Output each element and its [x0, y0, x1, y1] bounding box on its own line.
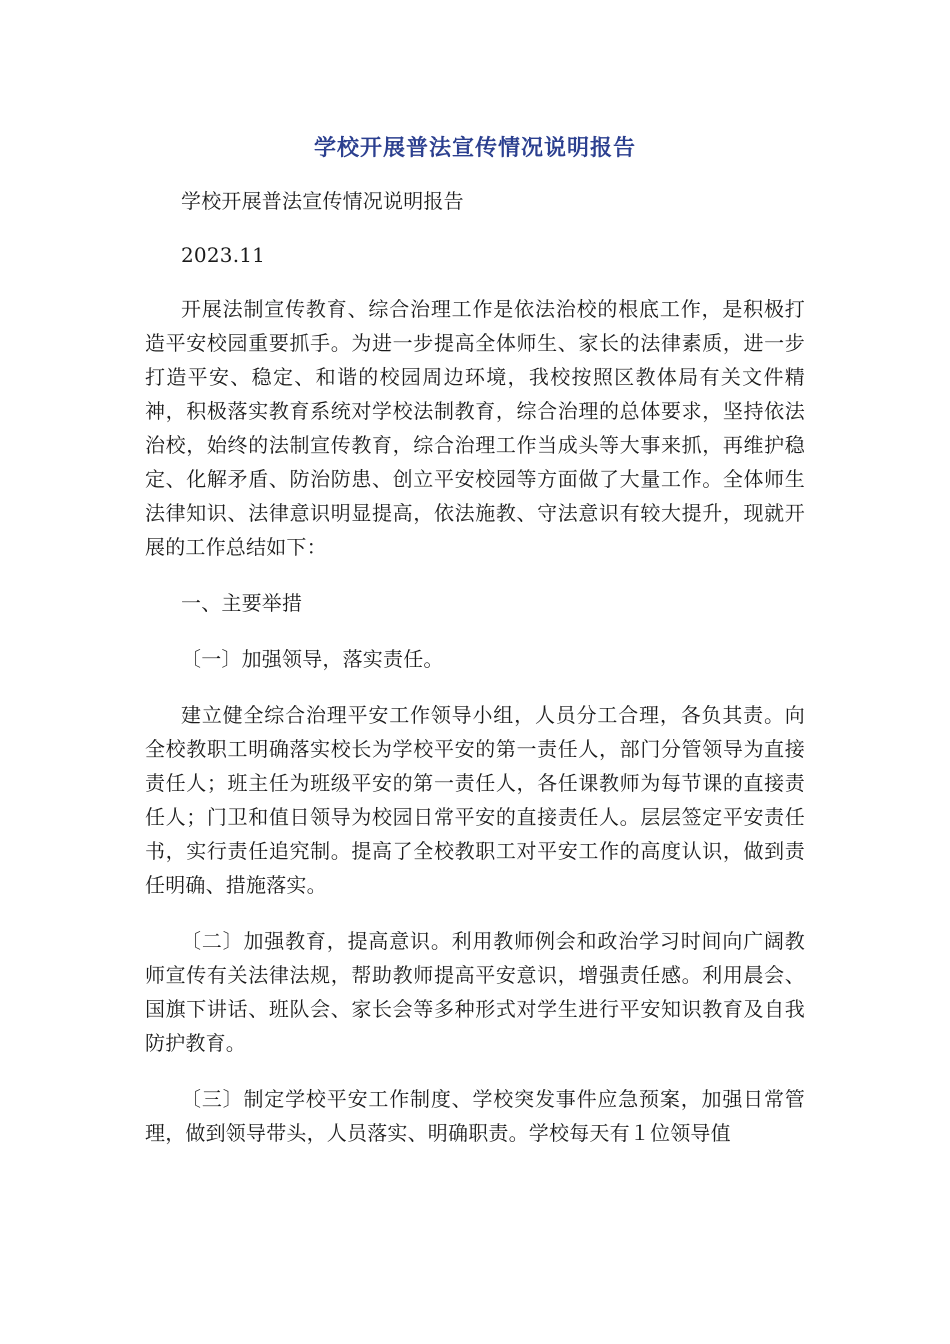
body-paragraph: 〔三〕制定学校平安工作制度、学校突发事件应急预案，加强日常管理，做到领导带头，人员落实、明确职责。学校每天有１位领导值: [145, 1087, 805, 1145]
body-paragraph: 〔二〕加强教育，提高意识。利用教师例会和政治学习时间向广阔教师宣传有关法律法规，帮助教师提高平安意识，增强责任感。利用晨会、国旗下讲话、班队会、家长会等多种形式对学生进行平安知识教育及自我防护教育。: [145, 929, 805, 1055]
intro-paragraph: 开展法制宣传教育、综合治理工作是依法治校的根底工作，是积极打造平安校园重要抓手。为进一步提高全体师生、家长的法律素质，进一步打造平安、稳定、和谐的校园周边环境，我校按照区教体局有关文件精神，积极落实教育系统对学校法制教育，综合治理的总体要求，坚持依法治校，始终的法制宣传教育，综合治理工作当成头等大事来抓，再维护稳定、化解矛盾、防治防患、创立平安校园等方面做了大量工作。全体师生法律知识、法律意识明显提高，依法施教、守法意识有较大提升，现就开展的工作总结如下：: [145, 297, 805, 559]
document-body: [145, 184, 805, 1150]
section-heading: 一、主要举措: [181, 591, 303, 615]
date-paragraph: 2023.11: [181, 243, 266, 267]
subsection-heading: 〔一〕加强领导，落实责任。: [181, 647, 444, 671]
body-paragraph: 建立健全综合治理平安工作领导小组，人员分工合理，各负其责。向全校教职工明确落实校长为学校平安的第一责任人，部门分管领导为直接责任人；班主任为班级平安的第一责任人，各任课教师为每节课的直接责任人；门卫和值日领导为校园日常平安的直接责任人。层层签定平安责任书，实行责任追究制。提高了全校教职工对平安工作的高度认识，做到责任明确、措施落实。: [145, 703, 805, 897]
document-title: 学校开展普法宣传情况说明报告: [313, 136, 636, 161]
subtitle-paragraph: 学校开展普法宣传情况说明报告: [181, 189, 464, 213]
